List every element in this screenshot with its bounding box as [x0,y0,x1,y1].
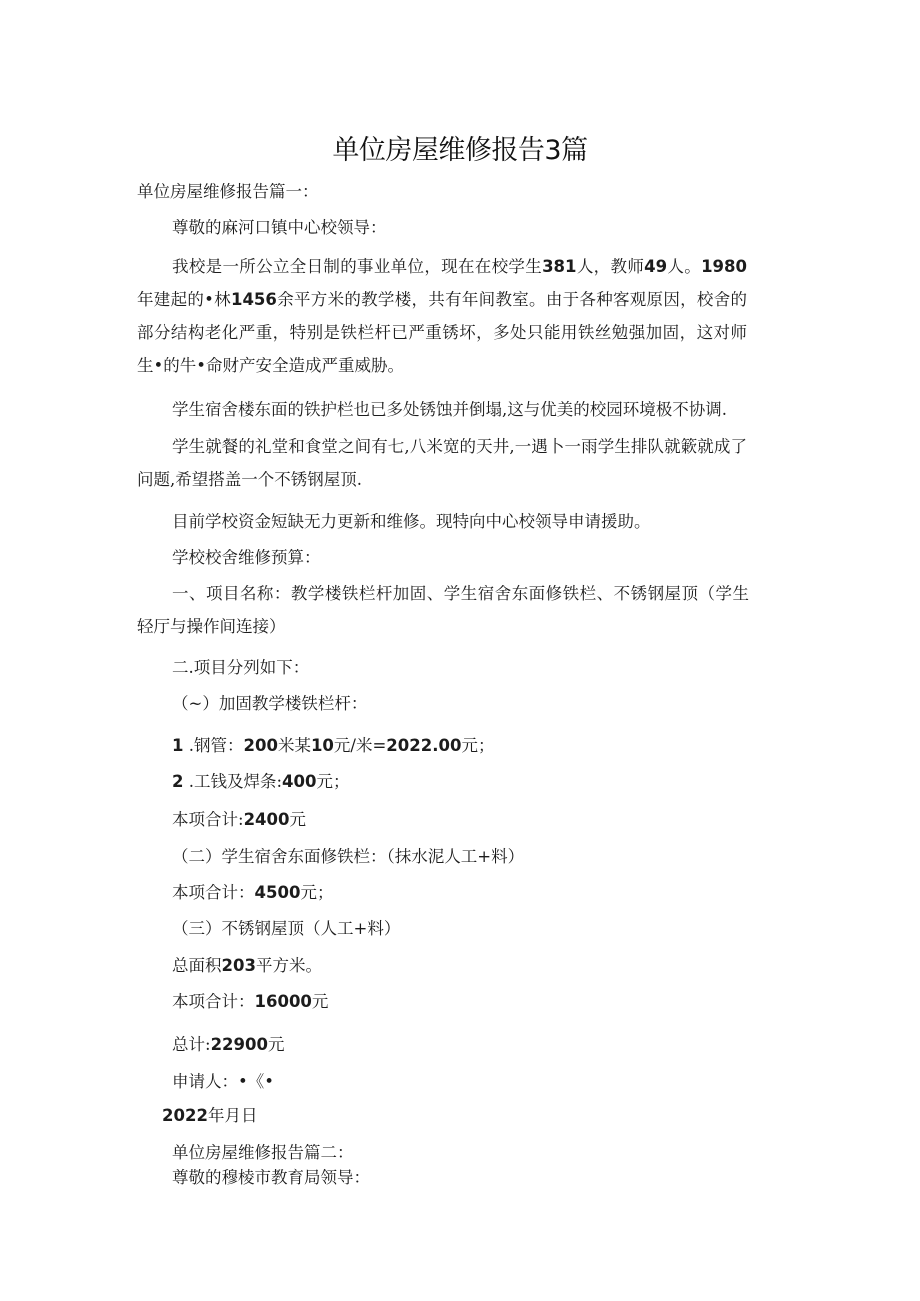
subtotal-one: 本项合计:2400元 [172,810,306,829]
paragraph-3: 学生就餐的礼堂和食堂之间有七,八米宽的天井,一遇卜一雨学生排队就簌就成了问题,希望搭盖一个不锈钢屋顶. [137,437,747,489]
sub-one-heading: （~）加固教学楼铁栏杆： [172,694,368,713]
sub-three-heading: （三）不锈钢屋顶（人工+料） [172,919,401,938]
number-run: 1980 [701,257,748,276]
item-two: 二.项目分列如下： [172,658,310,677]
line-steel-pipe: 1 .钢管：200米某10元/米=2022.00元； [172,736,495,755]
number-run: 49 [644,257,668,276]
number-run: 1456 [230,290,277,309]
budget-heading: 学校校舍维修预算： [172,548,321,567]
number-run: 2 [172,772,184,791]
document-title: 单位房屋维修报告3篇 [332,135,588,166]
salutation-1: 尊敬的麻河口镇中心校领导： [172,218,387,237]
number-run: 2022.00 [386,736,462,755]
salutation-2: 尊敬的穆棱市教育局领导： [172,1168,370,1187]
number-run: 400 [282,772,317,791]
total-area: 总面积203平方米。 [172,956,322,975]
applicant: 申请人：•《• [172,1072,274,1091]
number-run: 22900 [210,1035,268,1054]
grand-total: 总计:22900元 [172,1035,285,1054]
paragraph-2: 学生宿舍楼东面的铁护栏也已多处锈蚀并倒塌,这与优美的校园环境极不协调. [172,400,727,419]
report-date: 2022年月日 [162,1106,258,1125]
paragraph-1: 我校是一所公立全日制的事业单位，现在在校学生381人，教师49人。1980年建起的•林1456余平方米的教学楼，共有年间教室。由于各种客观原因，校舍的部分结构老化严重，特别是铁栏杆已严重锈坏，多处只能用铁丝勉强加固，这对师生•的牛•命财产安全造成严重威胁。 [137,257,748,375]
item-one: 一、项目名称：教学楼铁栏杆加固、学生宿舍东面修铁栏、不锈钢屋顶（学生轻厅与操作间连接） [137,584,749,636]
number-run: 2400 [243,810,290,829]
number-run: 16000 [254,992,312,1011]
number-run: 2022 [162,1106,208,1125]
subtotal-three: 本项合计：16000元 [172,992,329,1011]
number-run: 10 [310,736,334,755]
paragraph-4: 目前学校资金短缺无力更新和维修。现特向中心校领导申请援助。 [172,512,651,531]
number-run: 200 [243,736,278,755]
number-run: 381 [542,257,577,276]
section-2-heading: 单位房屋维修报告篇二： [172,1143,354,1162]
line-labor: 2 .工钱及焊条:400元； [172,772,350,791]
number-run: 4500 [254,883,301,902]
section-1-heading: 单位房屋维修报告篇一： [137,182,319,201]
subtotal-two: 本项合计：4500元； [172,883,334,902]
number-run: 203 [221,956,256,975]
sub-two-heading: （二）学生宿舍东面修铁栏：（抹水泥人工+料） [172,847,525,866]
number-run: 1 [172,736,184,755]
